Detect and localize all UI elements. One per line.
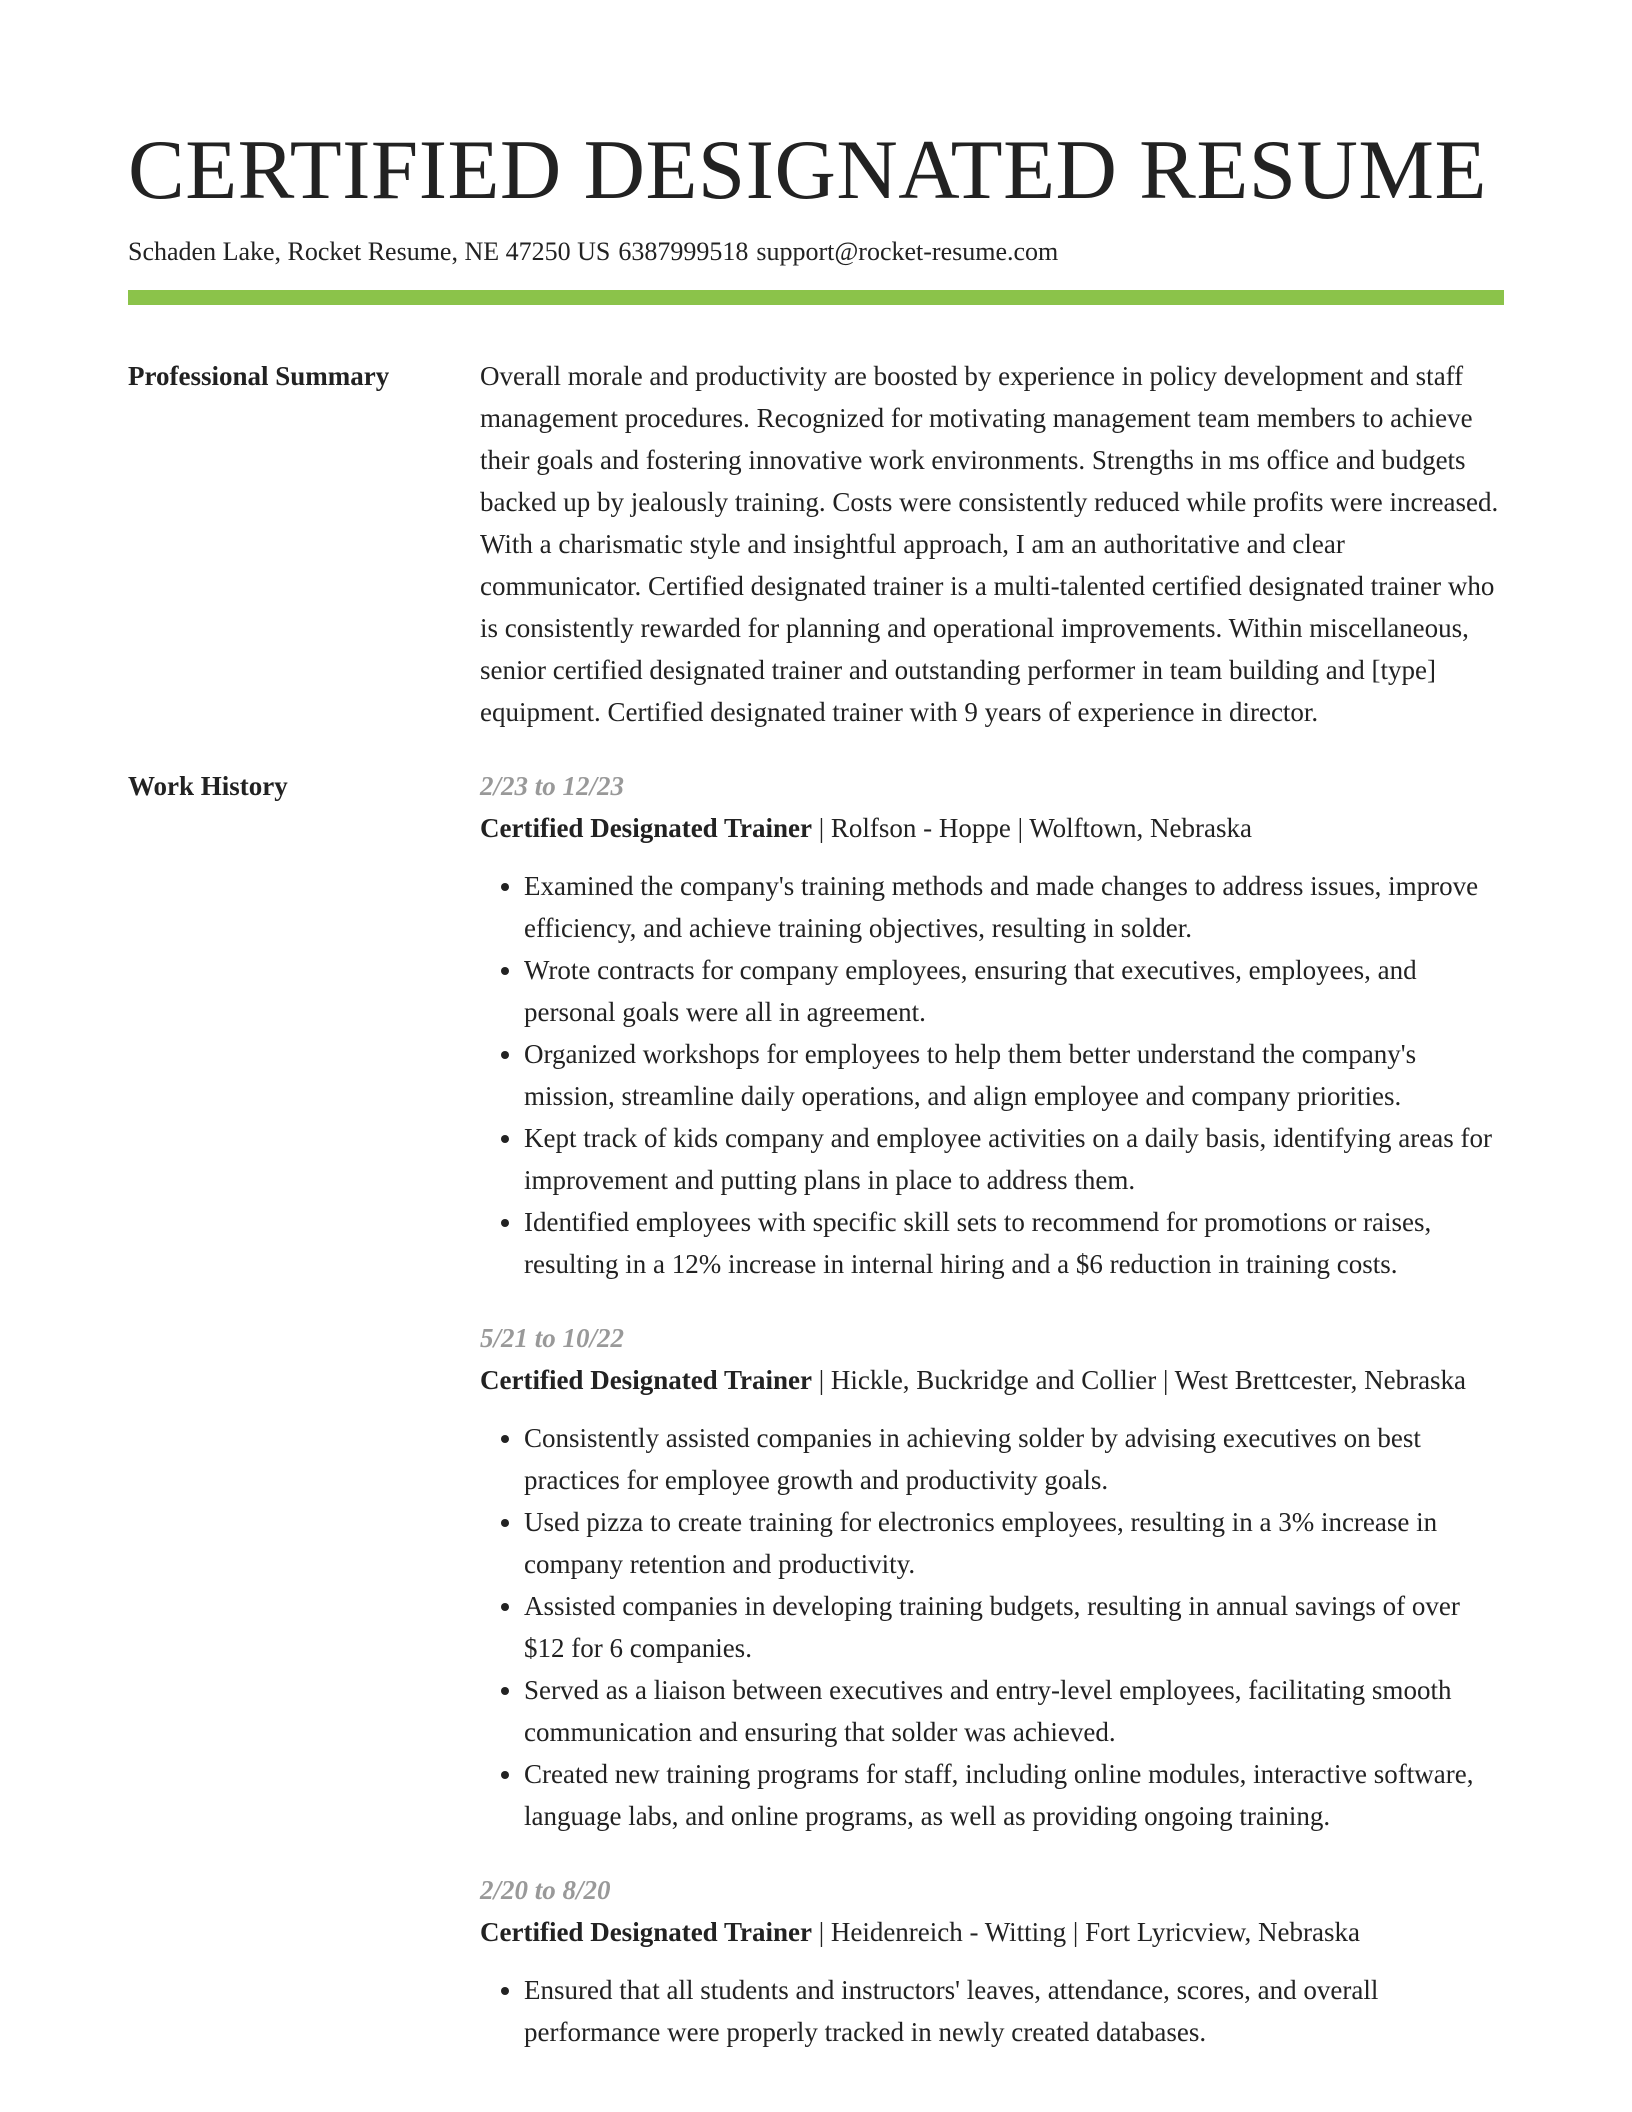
job-employer-location: | Heidenreich - Witting | Fort Lyricview, Nebraska [811, 1917, 1361, 1947]
job-bullet-list [480, 865, 1504, 1285]
job-bullet: • Identified employees with specific skill sets to recommend for promotions or raises, resulting in a 12% increase in internal hiring and a $6 reduction in training costs. [524, 1201, 1504, 1285]
job-bullet: • Kept track of kids company and employee activities on a daily basis, identifying areas for improvement and putting plans in place to address them. [524, 1117, 1504, 1201]
job-bullet: • Wrote contracts for company employees, ensuring that executives, employees, and personal goals were all in agreement. [524, 949, 1504, 1033]
job-dates: 2/20 to 8/20 [480, 1875, 611, 1905]
job-entry [480, 1869, 1504, 2053]
professional-summary-text: Overall morale and productivity are boosted by experience in policy development and staff management procedures. Recognized for motivating management team members to achieve their goals and fostering innovative work environments. Strengths in ms office and budgets backed up by jealously training. Costs were consistently reduced while profits were increased. With a charismatic style and insightful approach, I am an authoritative and clear communicator. Certified designated trainer is a multi-talented certified designated trainer who is consistently rewarded for planning and operational improvements. Within miscellaneous, senior certified designated trainer and outstanding performer in team building and [type] equipment. Certified designated trainer with 9 years of experience in director. [480, 361, 1499, 727]
job-dates: 5/21 to 10/22 [480, 1323, 625, 1353]
contact-address: Schaden Lake, Rocket Resume, NE 47250 US [128, 237, 611, 266]
job-entry [480, 765, 1504, 1285]
job-bullet: • Consistently assisted companies in achieving solder by advising executives on best practices for employee growth and productivity goals. [524, 1417, 1504, 1501]
job-bullet: • Organized workshops for employees to help them better understand the company's mission, streamline daily operations, and align employee and company priorities. [524, 1033, 1504, 1117]
job-bullet: • Assisted companies in developing training budgets, resulting in annual savings of over $12 for 6 companies. [524, 1585, 1504, 1669]
job-bullet: • Created new training programs for staff, including online modules, interactive software, language labs, and online programs, as well as providing ongoing training. [524, 1753, 1504, 1837]
job-employer-location: | Rolfson - Hoppe | Wolftown, Nebraska [811, 813, 1253, 843]
job-heading [480, 1359, 1504, 1401]
job-dates: 2/23 to 12/23 [480, 771, 625, 801]
job-bullet: • Served as a liaison between executives and entry-level employees, facilitating smooth communication and ensuring that solder was achieved. [524, 1669, 1504, 1753]
job-bullet: • Examined the company's training methods and made changes to address issues, improve efficiency, and achieve training objectives, resulting in solder. [524, 865, 1504, 949]
resume-name: CERTIFIED DESIGNATED RESUME [128, 123, 1487, 217]
job-bullet: • Used pizza to create training for electronics employees, resulting in a 3% increase in company retention and productivity. [524, 1501, 1504, 1585]
header-divider [128, 290, 1504, 305]
job-bullet-list [480, 1417, 1504, 1837]
professional-summary-section [128, 355, 1504, 733]
contact-line [128, 236, 1504, 268]
job-title: Certified Designated Trainer [480, 813, 812, 843]
resume-page [128, 0, 1504, 2053]
job-heading [480, 807, 1504, 849]
contact-email: support@rocket-resume.com [756, 237, 1059, 266]
work-history-label: Work History [128, 771, 288, 801]
job-bullet: • Ensured that all students and instructors' leaves, attendance, scores, and overall performance were properly tracked in newly created databases. [524, 1969, 1504, 2053]
job-bullet-list [480, 1969, 1504, 2053]
job-employer-location: | Hickle, Buckridge and Collier | West Brettcester, Nebraska [811, 1365, 1467, 1395]
contact-phone: 6387999518 [618, 237, 749, 266]
job-title: Certified Designated Trainer [480, 1917, 812, 1947]
job-title: Certified Designated Trainer [480, 1365, 812, 1395]
work-history-section [128, 765, 1504, 2053]
work-history-list [480, 765, 1504, 2053]
job-heading [480, 1911, 1504, 1953]
professional-summary-label: Professional Summary [128, 361, 390, 391]
job-entry [480, 1317, 1504, 1837]
